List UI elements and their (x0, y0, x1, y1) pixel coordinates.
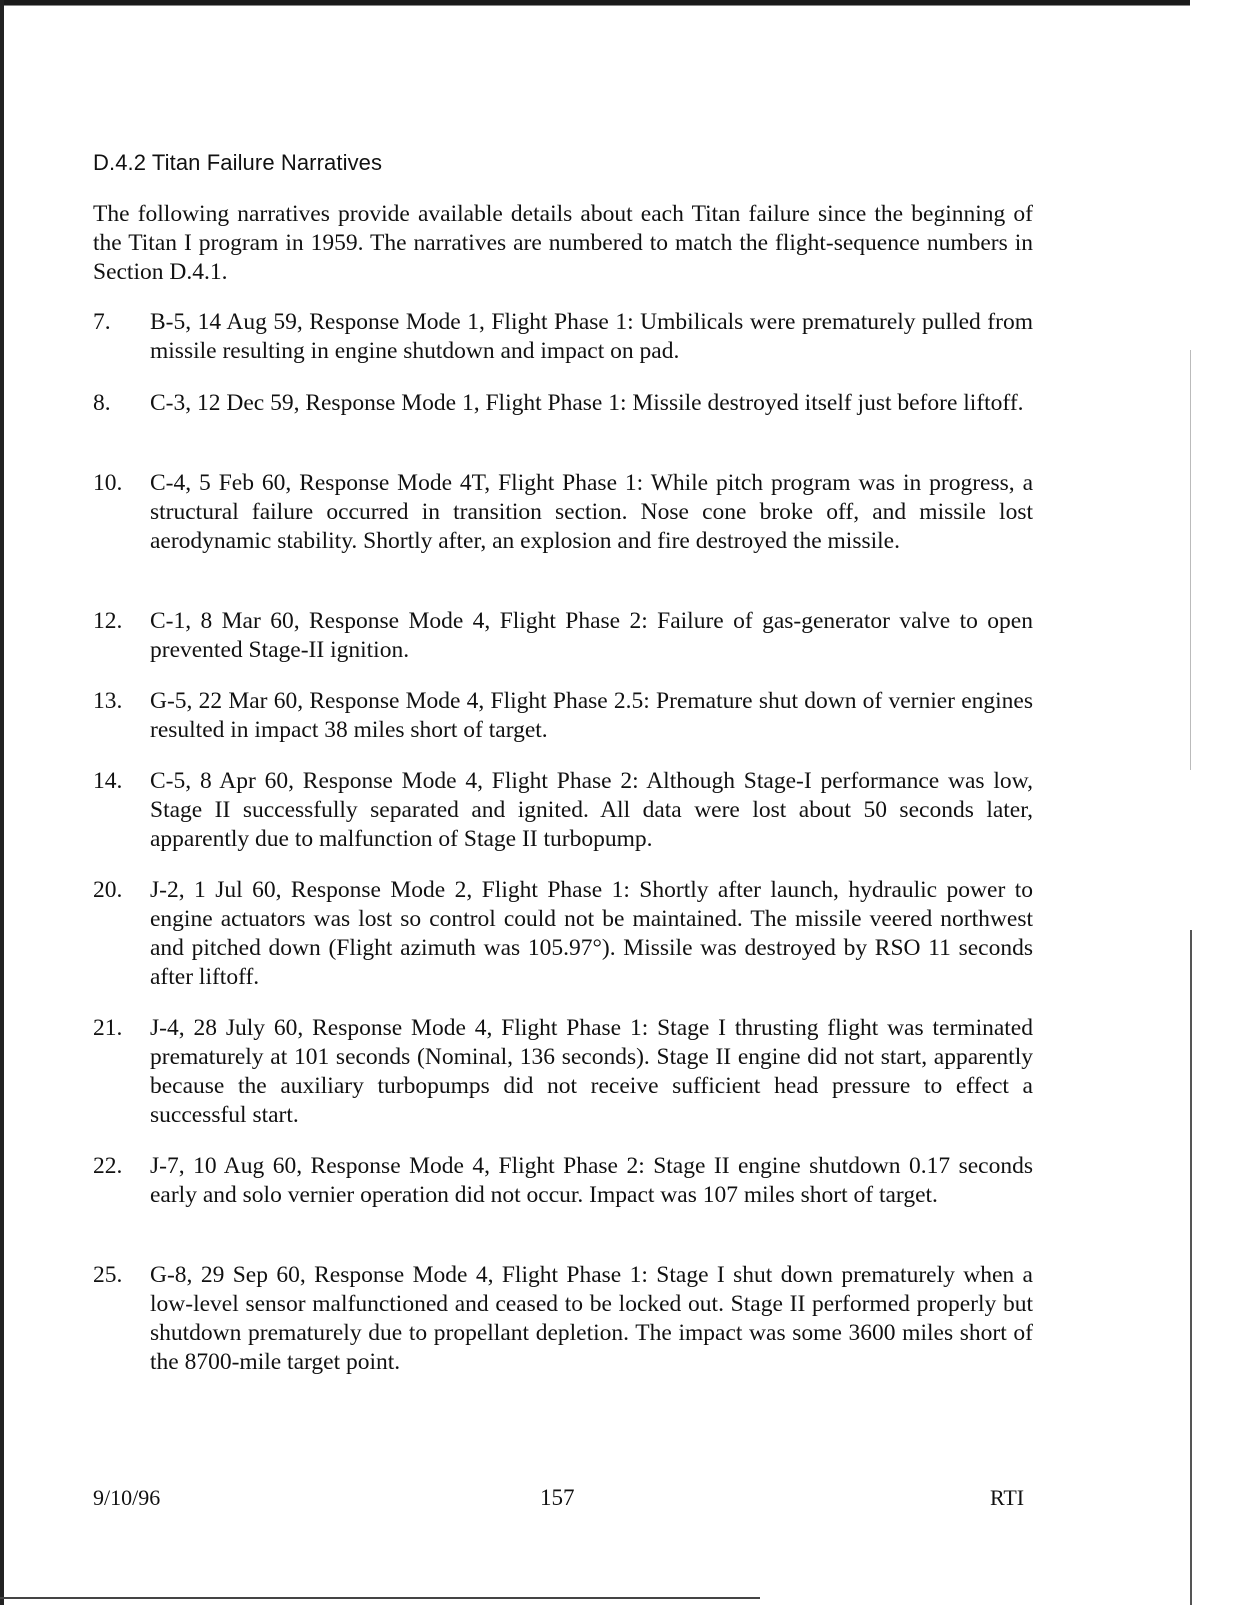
footer-date: 9/10/96 (93, 1485, 161, 1510)
narrative-text: C-1, 8 Mar 60, Response Mode 4, Flight Phase 2: Failure of gas-generator valve to open prevented Stage-II ignition. (150, 608, 1033, 663)
scan-edge-bottom (0, 1597, 760, 1599)
narrative-number: 13. (93, 688, 123, 714)
narrative-number: 12. (93, 608, 123, 634)
narrative-text: J-4, 28 July 60, Response Mode 4, Flight Phase 1: Stage I thrusting flight was terminated prematurely at 101 seconds (Nominal, 136 seconds). Stage II engine did not start, apparently because the auxiliary turbopumps did not receive sufficient head pressure to effect a successful start. (150, 1015, 1033, 1128)
scan-edge-right (1190, 930, 1192, 1605)
scan-edge-left (0, 0, 4, 1605)
narrative-number: 8. (93, 390, 111, 416)
narrative-number: 7. (93, 309, 111, 335)
page-number: 157 (540, 1485, 575, 1510)
narrative-text: B-5, 14 Aug 59, Response Mode 1, Flight Phase 1: Umbilicals were prematurely pulled from missile resulting in engine shutdown and impact on pad. (150, 309, 1033, 364)
section-heading: D.4.2 Titan Failure Narratives (93, 150, 383, 175)
narrative-number: 22. (93, 1153, 123, 1179)
intro-paragraph: The following narratives provide available details about each Titan failure since the beginning of the Titan I program in 1959. The narratives are numbered to match the flight-sequence numbers in Section D.4.1. (93, 201, 1033, 285)
narrative-text: J-7, 10 Aug 60, Response Mode 4, Flight Phase 2: Stage II engine shutdown 0.17 seconds early and solo vernier operation did not occur. Impact was 107 miles short of target. (150, 1153, 1033, 1208)
narrative-text: C-4, 5 Feb 60, Response Mode 4T, Flight Phase 1: While pitch program was in progress, a structural failure occurred in transition section. Nose cone broke off, and missile lost aerodynamic stability. Shortly after, an explosion and fire destroyed the missile. (150, 470, 1033, 554)
scan-edge-top-line (0, 5, 1190, 6)
narrative-number: 10. (93, 470, 123, 496)
narrative-number: 25. (93, 1262, 123, 1288)
scan-edge-right-faint (1190, 350, 1191, 770)
narrative-text: C-5, 8 Apr 60, Response Mode 4, Flight Phase 2: Although Stage-I performance was low, Stage II successfully separated and ignited. All data were lost about 50 seconds later, apparently due to malfunction of Stage II turbopump. (150, 768, 1033, 852)
narrative-number: 20. (93, 877, 123, 903)
footer-organization: RTI (990, 1485, 1025, 1510)
narrative-text: C-3, 12 Dec 59, Response Mode 1, Flight Phase 1: Missile destroyed itself just before liftoff. (150, 390, 1024, 416)
narrative-text: G-8, 29 Sep 60, Response Mode 4, Flight Phase 1: Stage I shut down prematurely when a low-level sensor malfunctioned and ceased to be locked out. Stage II performed properly but shutdown prematurely due to propellant depletion. The impact was some 3600 miles short of the 8700-mile target point. (150, 1262, 1033, 1375)
narrative-number: 14. (93, 768, 123, 794)
narrative-text: J-2, 1 Jul 60, Response Mode 2, Flight Phase 1: Shortly after launch, hydraulic power to engine actuators was lost so control could not be maintained. The missile veered northwest and pitched down (Flight azimuth was 105.97°). Missile was destroyed by RSO 11 seconds after liftoff. (150, 877, 1033, 990)
narrative-number: 21. (93, 1015, 123, 1041)
narrative-text: G-5, 22 Mar 60, Response Mode 4, Flight Phase 2.5: Premature shut down of vernier engines resulted in impact 38 miles short of target. (150, 688, 1033, 743)
